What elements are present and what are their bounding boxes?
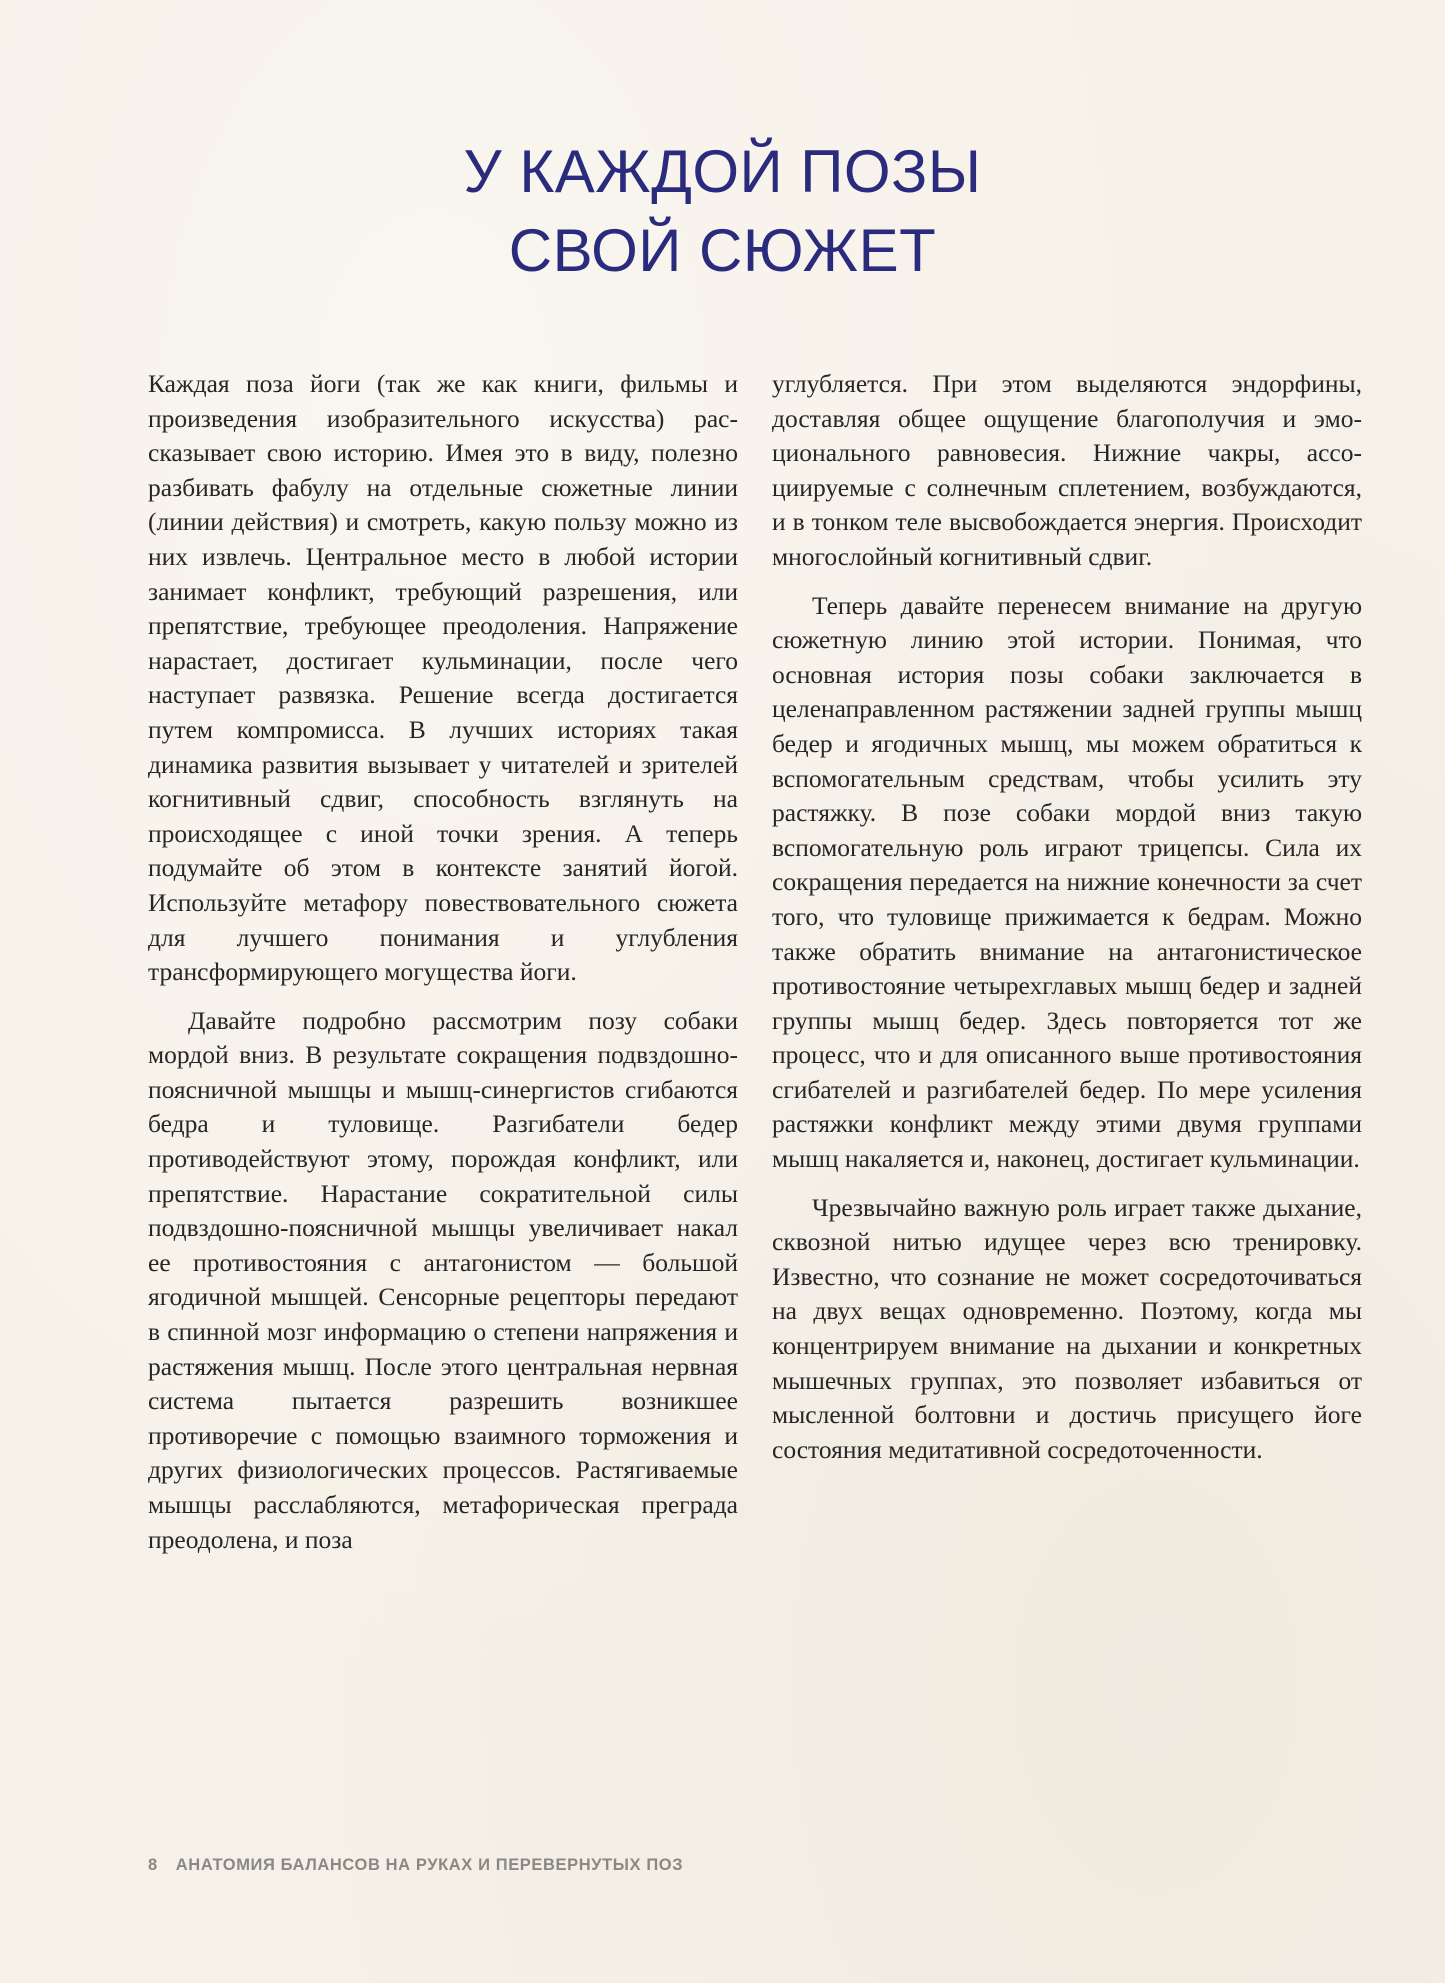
paragraph: Чрезвычайно важную роль играет также дыхание, сквозной нитью идущее через всю тренировку. Известно, что сознание не может сосредоточиваться на двух вещах одновременно. Поэтому, когда мы концентрируем внимание на дыхании и конкретных мышечных группах, это позволяет избавиться от мысленной болтовни и достичь присущего йоге состояния медитативной сосредоточенности. <box>772 1192 1362 1464</box>
paragraph: Теперь давайте перенесем внимание на другую сюжетную линию этой истории. Понимая, что основная история позы собаки заключается в целенаправленном растяжении задней группы мышц бедер и ягодичных мышц, мы можем обратиться к вспомогательным средствам, чтобы усилить эту растяжку. В позе собаки мордой вниз такую вспомогательную роль играют трицепсы. Сила их сокращения передается на нижние конечности за счет того, что туловище прижимается к бедрам. Можно также обратить внимание на антагонистическое противостояние четырехглавых мышц бедер и задней группы мышц бедер. Здесь повторяется тот же процесс, что и для описанного выше противостояния сгибателей и разгибателей бедер. По мере усиления растяжки конфликт между этими двумя группами мышц накаляется и, наконец, достигает кульминации. <box>772 590 1362 1174</box>
page-title-line-2: СВОЙ СЮЖЕТ <box>508 217 937 284</box>
paragraph: Давайте подробно рассмотрим позу собаки мордой вниз. В результате сокращения подвздошно-поясничной мышцы и мышц-синергистов сгибаются бедра и туловище. Разгибатели бедер противодействуют этому, порождая конфликт, или препятствие. Нарастание сократительной силы подвздошно-поясничной мышцы увеличивает накал ее противостояния с антагонистом — большой ягодичной мышцей. Сенсорные рецепторы передают в спинной мозг информацию о степени напряжения и растяжения мышц. После этого центральная нервная система пытается разрешить возникшее противоречие с помощью взаимного торможения и других физиологических процессов. Растягиваемые мышцы расслабляются, метафорическая преграда преодолена, и поза <box>148 1005 738 1554</box>
page-footer <box>148 1856 683 1875</box>
paragraph: Каждая поза йоги (так же как книги, фильмы и произведения изобразительного искусства) рассказывает свою историю. Имея это в виду, полезно разбивать фабулу на отдельные сюжетные линии (линии действия) и смотреть, какую пользу можно из них извлечь. Центральное место в любой истории занимает конфликт, требующий разрешения, или препятствие, требующее преодоления. Напряжение нарастает, достигает кульминации, после чего наступает развязка. Решение всегда достигается путем компромисса. В лучших историях такая динамика развития вызывает у читателей и зрителей когнитивный сдвиг, способность взглянуть на происходящее с иной точки зрения. А теперь подумайте об этом в контексте занятий йогой. Используйте метафору повествовательного сюжета для лучшего понимания и углубления трансформирующего могущества йоги. <box>148 369 738 987</box>
paragraph: углубляется. При этом выделяются эндорфины, доставляя общее ощущение благополучия и эмоционального равновесия. Нижние чакры, ассоциируемые с солнечным сплетением, возбуждаются, и в тонком теле высвобождается энергия. Происходит многослойный когнитивный сдвиг. <box>772 369 1362 571</box>
page-title <box>0 132 1445 290</box>
running-title: АНАТОМИЯ БАЛАНСОВ НА РУКАХ И ПЕРЕВЕРНУТЫХ ПОЗ <box>175 1856 684 1874</box>
page-number: 8 <box>148 1856 158 1874</box>
text-column-right <box>772 367 1362 1481</box>
page-title-line-1: У КАЖДОЙ ПОЗЫ <box>463 138 982 205</box>
text-column-left <box>148 367 738 1571</box>
